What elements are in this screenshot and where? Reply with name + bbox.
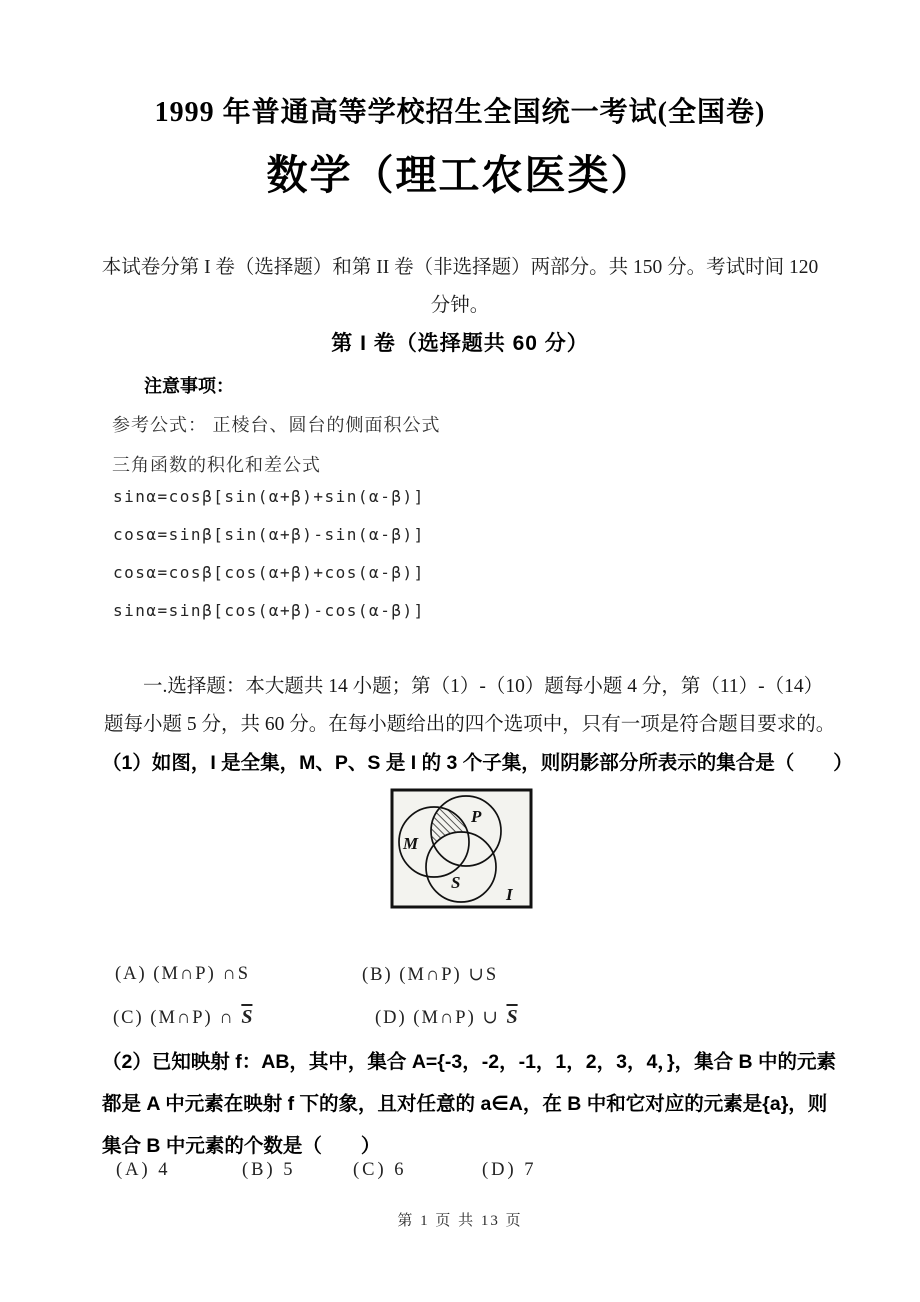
question-2-line2: 都是 A 中元素在映射 f 下的象，且对任意的 a∈A，在 B 中和它对应的元素是{a}，则 — [102, 1093, 828, 1115]
page-number-footer: 第 1 页 共 13 页 — [397, 1213, 523, 1229]
formula-line: sinα=cosβ[sin(α+β)+sin(α-β)] — [113, 487, 425, 506]
trig-formula-heading: 三角函数的积化和差公式 — [112, 455, 321, 475]
venn-label-i: I — [506, 885, 513, 904]
exam-intro-line1: 本试卷分第 I 卷（选择题）和第 II 卷（非选择题）两部分。共 150 分。考试时间 120 — [101, 257, 819, 278]
question-1-text: （1）如图，I 是全集，M、P、S 是 I 的 3 个子集，则阴影部分所表示的集合是（ ） — [102, 752, 853, 774]
q1-option-a: (A) (M∩P) ∩S — [115, 964, 250, 984]
section1-instructions-line1: 一.选择题：本大题共 14 小题；第（1）-（10）题每小题 4 分，第（11）-（14） — [143, 676, 824, 697]
venn-label-p: P — [471, 807, 482, 826]
reference-formula-line: 参考公式： 正棱台、圆台的侧面积公式 — [112, 415, 441, 435]
section1-instructions-line2: 题每小题 5 分，共 60 分。在每小题给出的四个选项中，只有一项是符合题目要求的。 — [104, 714, 836, 735]
section1-heading: 第 I 卷（选择题共 60 分） — [331, 332, 589, 355]
q1-option-c — [113, 1006, 252, 1029]
venn-label-m: M — [403, 834, 419, 853]
question-2-line1: （2）已知映射 f：AB，其中，集合 A={-3，-2，-1，1，2，3，4，}，集合 B 中的元素 — [102, 1051, 837, 1073]
q2-option-c: (C) 6 — [353, 1160, 407, 1180]
formula-line: sinα=sinβ[cos(α+β)-cos(α-β)] — [113, 601, 425, 620]
q1-option-d-prefix: (D) (M∩P) ∪ — [375, 1008, 507, 1028]
q2-option-d: (D) 7 — [482, 1160, 537, 1180]
q1-option-d — [375, 1006, 518, 1029]
exam-subject-title: 数学（理工农医类） — [266, 152, 654, 198]
venn-diagram-svg — [390, 788, 533, 909]
q1-option-c-complement-s: $\overline{S}$ — [241, 1006, 253, 1028]
q2-option-a: (A) 4 — [116, 1160, 171, 1180]
venn-diagram-figure — [390, 788, 533, 914]
formula-line: cosα=sinβ[sin(α+β)-sin(α-β)] — [113, 525, 425, 544]
q2-option-b: (B) 5 — [242, 1160, 296, 1180]
q1-option-c-prefix: (C) (M∩P) ∩ — [113, 1008, 242, 1028]
q1-option-d-complement-s: $\overline{S}$ — [506, 1006, 518, 1028]
q1-option-b: (B) (M∩P) ∪S — [362, 965, 499, 985]
exam-intro-line2: 分钟。 — [430, 295, 490, 316]
exam-title: 1999 年普通高等学校招生全国统一考试(全国卷) — [154, 97, 766, 128]
formula-line: cosα=cosβ[cos(α+β)+cos(α-β)] — [113, 563, 425, 582]
notice-label: 注意事项： — [144, 376, 234, 396]
venn-label-s: S — [451, 873, 461, 892]
question-2-line3: 集合 B 中元素的个数是（ ） — [102, 1135, 381, 1157]
